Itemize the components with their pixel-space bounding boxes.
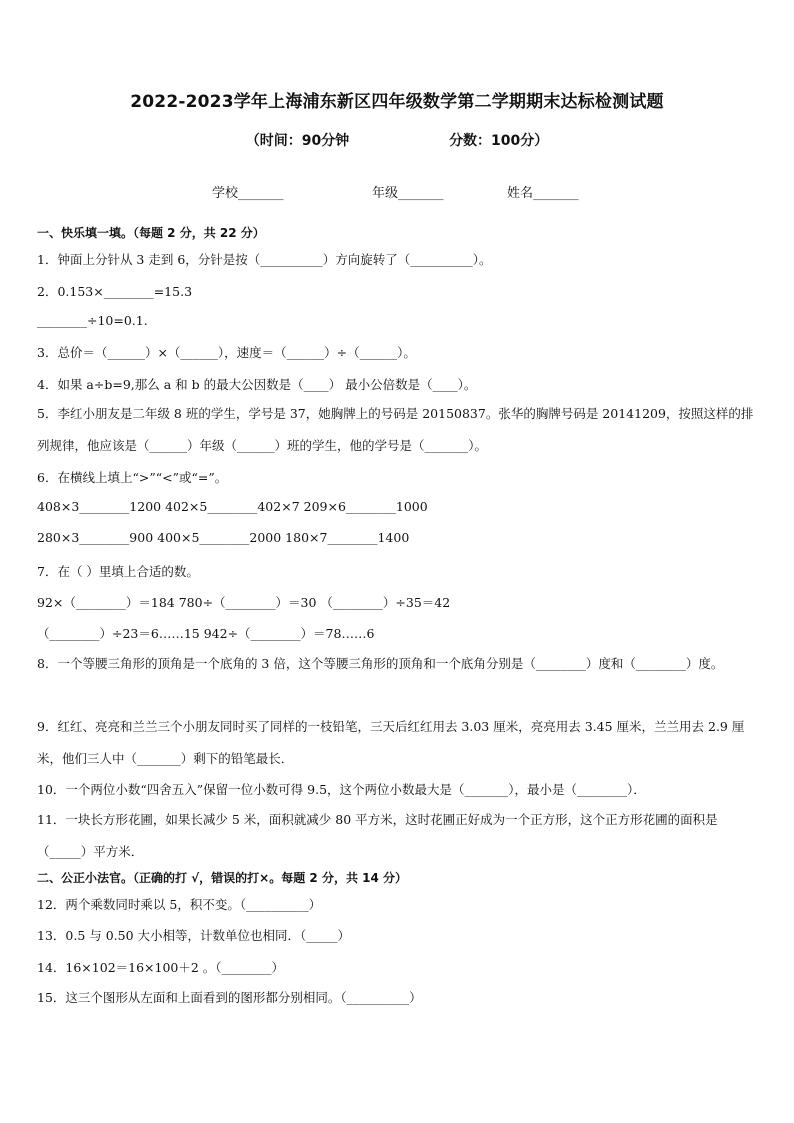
question-3: 3．总价＝（______）×（______），速度＝（______）÷（______）。 <box>37 345 416 360</box>
score-label: 分数：100分） <box>449 133 549 149</box>
question-13: 13．0.5 与 0.50 大小相等，计数单位也相同．（_____） <box>37 928 351 943</box>
section-heading: 二、公正小法官。（正确的打 √，错误的打×。每题 2 分，共 14 分） <box>37 871 407 885</box>
exam-subtitle <box>0 130 794 150</box>
question-8: 8．一个等腰三角形的顶角是一个底角的 3 倍，这个等腰三角形的顶角和一个底角分别是（________）度和（________）度。 <box>37 656 724 671</box>
school-field: 学校_______ <box>212 186 284 201</box>
section-heading: 一、快乐填一填。（每题 2 分，共 22 分） <box>37 226 265 240</box>
question-11: 11．一块长方形花圃，如果长减少 5 米，面积就减少 80 平方米，这时花圃正好成为一个正方形，这个正方形花圃的面积是（_____）平方米． <box>37 812 718 859</box>
question-10: 10．一个两位小数“四舍五入”保留一位小数可得 9.5，这个两位小数最大是（_______），最小是（________）． <box>37 782 646 797</box>
question-7-row1: 92×（________）＝184 780÷（________）＝30 （________）÷35＝42 <box>37 595 451 610</box>
question-14: 14．16×102＝16×100＋2 。（________） <box>37 960 285 975</box>
question-15: 15．这三个图形从左面和上面看到的图形都分别相同。（__________） <box>37 990 422 1005</box>
grade-field: 年级_______ <box>372 186 444 201</box>
question-9: 9．红红、亮亮和兰兰三个小朋友同时买了同样的一枝铅笔，三天后红红用去 3.03 厘米，亮亮用去 3.45 厘米，兰兰用去 2.9 厘米，他们三人中（_______）剩下的铅笔最长． <box>37 719 745 766</box>
question-12: 12．两个乘数同时乘以 5，积不变。（__________） <box>37 897 322 912</box>
question-4: 4．如果 a÷b=9,那么 a 和 b 的最大公因数是（____） 最小公倍数是（____）。 <box>37 377 477 392</box>
question-6-row1: 408×3________1200 402×5________402×7 209×6________1000 <box>37 499 428 514</box>
question-1: 1．钟面上分针从 3 走到 6，分针是按（__________）方向旋转了（__________）。 <box>37 252 492 267</box>
question-7-row2: （________）÷23＝6……15 942÷（________）＝78……6 <box>37 626 375 641</box>
question-7: 7．在（ ）里填上合适的数。 <box>37 564 199 579</box>
question-6-row2: 280×3________900 400×5________2000 180×7________1400 <box>37 530 410 545</box>
page-title: 2022-2023学年上海浦东新区四年级数学第二学期期末达标检测试题 <box>130 92 664 112</box>
question-2a: 2．0.153×________=15.3 <box>37 284 193 299</box>
question-6: 6．在横线上填上“>”“<”或“=”。 <box>37 470 228 485</box>
time-label: （时间：90分钟 <box>245 133 350 149</box>
question-2b: ________÷10=0.1. <box>37 313 148 328</box>
name-field: 姓名_______ <box>507 186 579 201</box>
question-5: 5．李红小朋友是二年级 8 班的学生，学号是 37，她胸牌上的号码是 20150837。张华的胸牌号码是 20141209，按照这样的排列规律，他应该是（______）年级（______）班的学生，他的学号是（_______）。 <box>37 406 754 453</box>
